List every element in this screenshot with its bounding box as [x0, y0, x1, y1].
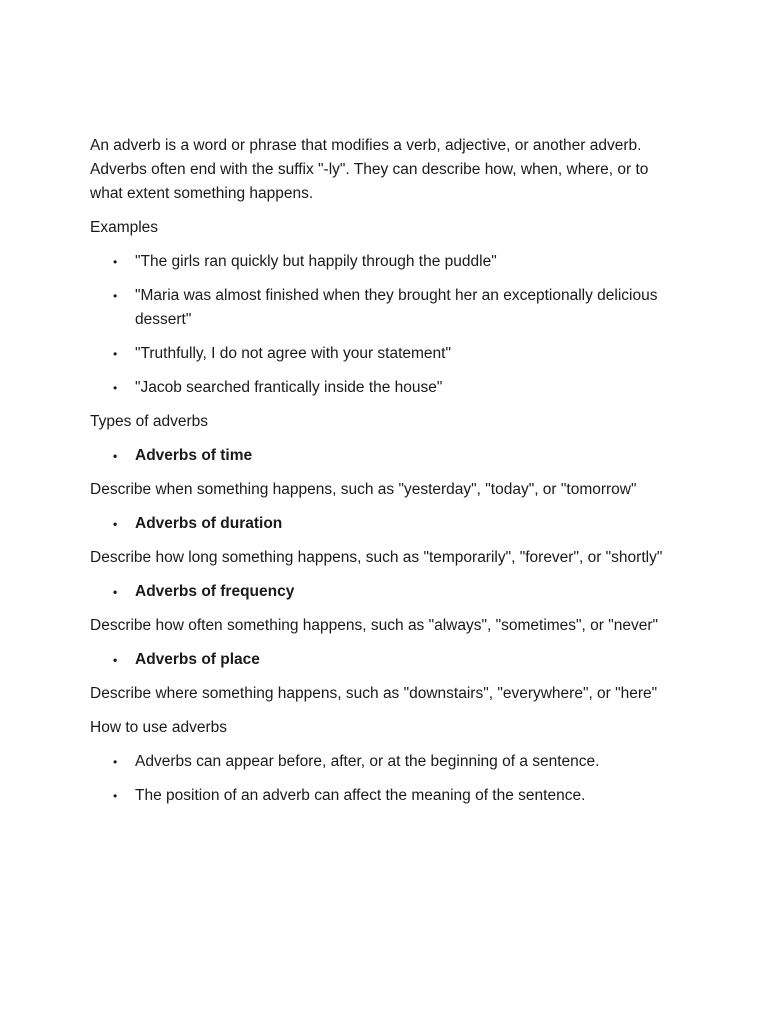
type-name-time: • Adverbs of time	[135, 444, 680, 468]
type-name-place: • Adverbs of place	[135, 648, 680, 672]
type-description-frequency: Describe how often something happens, such as "always", "sometimes", or "never"	[90, 617, 659, 634]
example-item: • "Jacob searched frantically inside the house"	[135, 376, 680, 400]
example-item: • "The girls ran quickly but happily through the puddle"	[135, 250, 680, 274]
type-list	[90, 648, 680, 672]
type-name-frequency: • Adverbs of frequency	[135, 580, 680, 604]
type-description-duration: Describe how long something happens, such as "temporarily", "forever", or "shortly"	[90, 549, 663, 566]
example-item: • "Maria was almost finished when they brought her an exceptionally delicious dessert"	[135, 284, 680, 332]
type-description-time: Describe when something happens, such as "yesterday", "today", or "tomorrow"	[90, 481, 637, 498]
type-name-duration: • Adverbs of duration	[135, 512, 680, 536]
type-description-place: Describe where something happens, such as "downstairs", "everywhere", or "here"	[90, 685, 658, 702]
usage-list	[90, 750, 680, 808]
usage-heading: How to use adverbs	[90, 719, 227, 736]
usage-item: • Adverbs can appear before, after, or at the beginning of a sentence.	[135, 750, 680, 774]
intro-paragraph: An adverb is a word or phrase that modifies a verb, adjective, or another adverb. Adverbs often end with the suffix "-ly". They can describe how, when, where, or to what extent something happens.	[90, 137, 649, 202]
type-list	[90, 512, 680, 536]
type-list	[90, 580, 680, 604]
usage-item: • The position of an adverb can affect the meaning of the sentence.	[135, 784, 680, 808]
document-page	[90, 134, 680, 818]
examples-list	[90, 250, 680, 400]
type-list	[90, 444, 680, 468]
types-heading: Types of adverbs	[90, 413, 209, 430]
examples-heading: Examples	[90, 219, 159, 236]
example-item: • "Truthfully, I do not agree with your statement"	[135, 342, 680, 366]
